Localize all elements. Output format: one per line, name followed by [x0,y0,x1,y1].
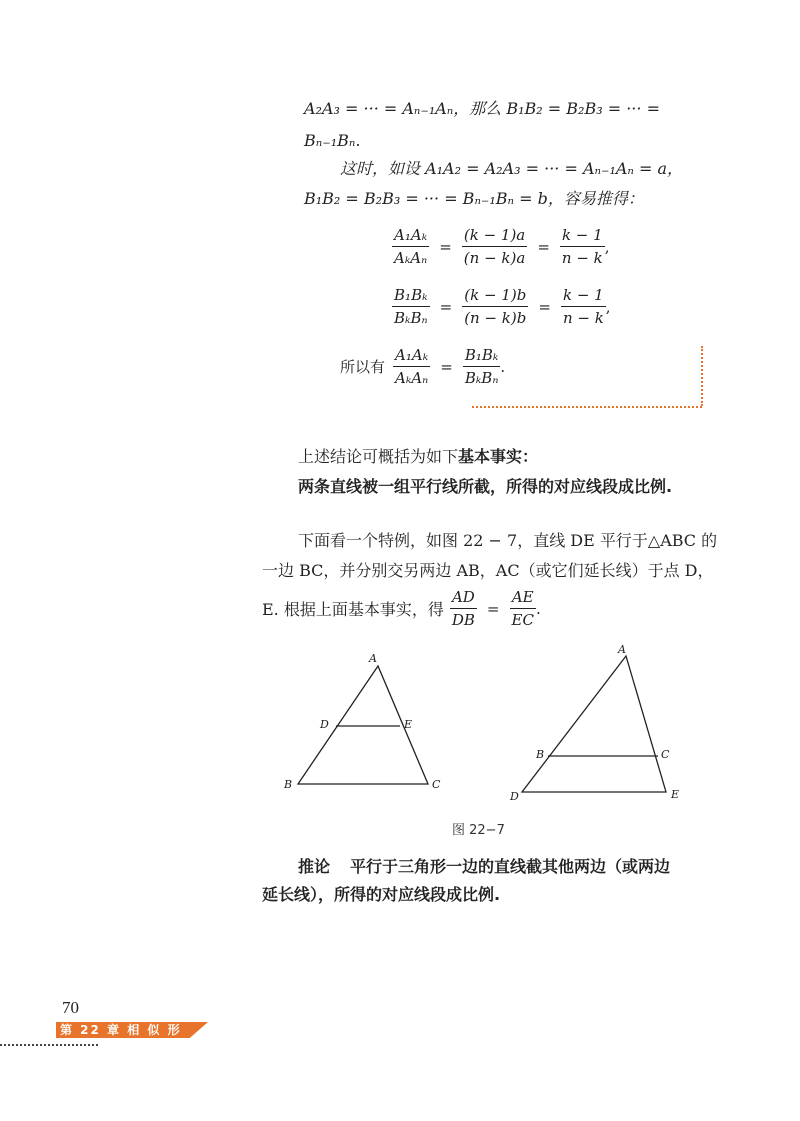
example-line-3-text: E. 根据上面基本事实，得 [262,600,444,619]
figure-caption: 图 22−7 [452,823,505,838]
proof-line-2 [304,130,360,152]
label-a: A [618,643,626,656]
therefore-label: 所以有 [340,358,386,376]
proof-text: B₁B₂ = B₂B₃ = ··· = Bₙ₋₁Bₙ = b，容易推得： [304,189,644,208]
equation-3: 所以有 $\frac{\text{A₁Aₖ}}{\text{AₖAₙ}}$ = $\frac{\text{B₁Bₖ}}{\text{BₖBₙ}}$ . [340,346,506,387]
corollary-text: 平行于三角形一边的直线截其他两边（或两边 [350,857,671,876]
corollary-line-1 [298,856,670,878]
label-e: E [671,788,680,801]
fraction: $\frac{(k - 1)b}{(n - k)b}$ [464,286,527,327]
proof-line-1 [304,98,660,120]
right-triangle [522,656,666,792]
label-a: A [369,652,377,665]
corollary-line-2: 延长线），所得的对应线段成比例. [262,885,501,904]
equation-2: $\frac{\text{B₁Bₖ}}{\text{BₖBₙ}}$ = $\frac{(k - 1)b}{(n - k)b}$ = $\frac{k - 1}{n - k}$ , [394,286,611,327]
fraction: $\frac{\text{A₁Aₖ}}{\text{AₖAₙ}}$ [394,226,428,267]
fraction: $\frac{\text{A₁Aₖ}}{\text{AₖAₙ}}$ [395,346,429,387]
summary-line [298,446,538,468]
fraction: $\frac{AD}{DB}$ [451,588,475,629]
fraction: $\frac{k - 1}{n - k}$ [562,286,604,327]
label-c: C [661,748,670,761]
label-d: D [510,790,519,803]
example-line-2: 一边 BC，并分别交另两边 AB，AC（或它们延长线）于点 D， [262,561,714,580]
fraction: $\frac{\text{B₁Bₖ}}{\text{BₖBₙ}}$ [464,346,499,387]
label-e: E [404,718,413,731]
proof-line-4 [304,188,644,210]
page-number: 70 [62,998,79,1017]
fraction: $\frac{k - 1}{n - k}$ [561,226,603,267]
chapter-label: 第 22 章 相 似 形 [60,1023,182,1037]
fraction: $\frac{\text{B₁Bₖ}}{\text{BₖBₙ}}$ [394,286,428,327]
proof-text: 这时，如设 A₁A₂ = A₂A₃ = ··· = Aₙ₋₁Aₙ = a， [340,159,684,178]
figure-22-7 [270,640,700,820]
summary-bold: 基本事实： [458,447,539,466]
triangle-ade [522,656,666,792]
example-line-3: E. 根据上面基本事实，得 $\frac{AD}{DB}$ = $\frac{AE}{EC}$ . [262,588,541,629]
equation-1: $\frac{\text{A₁Aₖ}}{\text{AₖAₙ}}$ = $\frac{(k - 1)a}{(n - k)a}$ = $\frac{k - 1}{n - k}$ , [394,226,610,267]
label-b: B [284,778,293,791]
label-d: D [320,718,329,731]
example-line-1: 下面看一个特例，如图 22 − 7，直线 DE 平行于△ABC 的 [298,531,718,550]
proof-text: A₂A₃ = ··· = Aₙ₋₁Aₙ，那么 B₁B₂ = B₂B₃ = ··· = [304,99,660,118]
fraction: $\frac{AE}{EC}$ [511,588,534,629]
proof-end-marker-horizontal [472,406,702,408]
footer-dotted-line [0,1044,98,1046]
basic-fact: 两条直线被一组平行线所截，所得的对应线段成比例. [298,477,673,496]
label-c: C [432,778,441,791]
label-b: B [536,748,545,761]
proof-text: Bₙ₋₁Bₙ. [304,131,361,150]
corollary-title: 推论 [298,857,331,876]
proof-line-3 [340,158,683,180]
proof-end-marker-vertical [701,346,703,406]
summary-intro: 上述结论可概括为如下 [298,447,459,466]
fraction: $\frac{(k - 1)a}{(n - k)a}$ [463,226,526,267]
